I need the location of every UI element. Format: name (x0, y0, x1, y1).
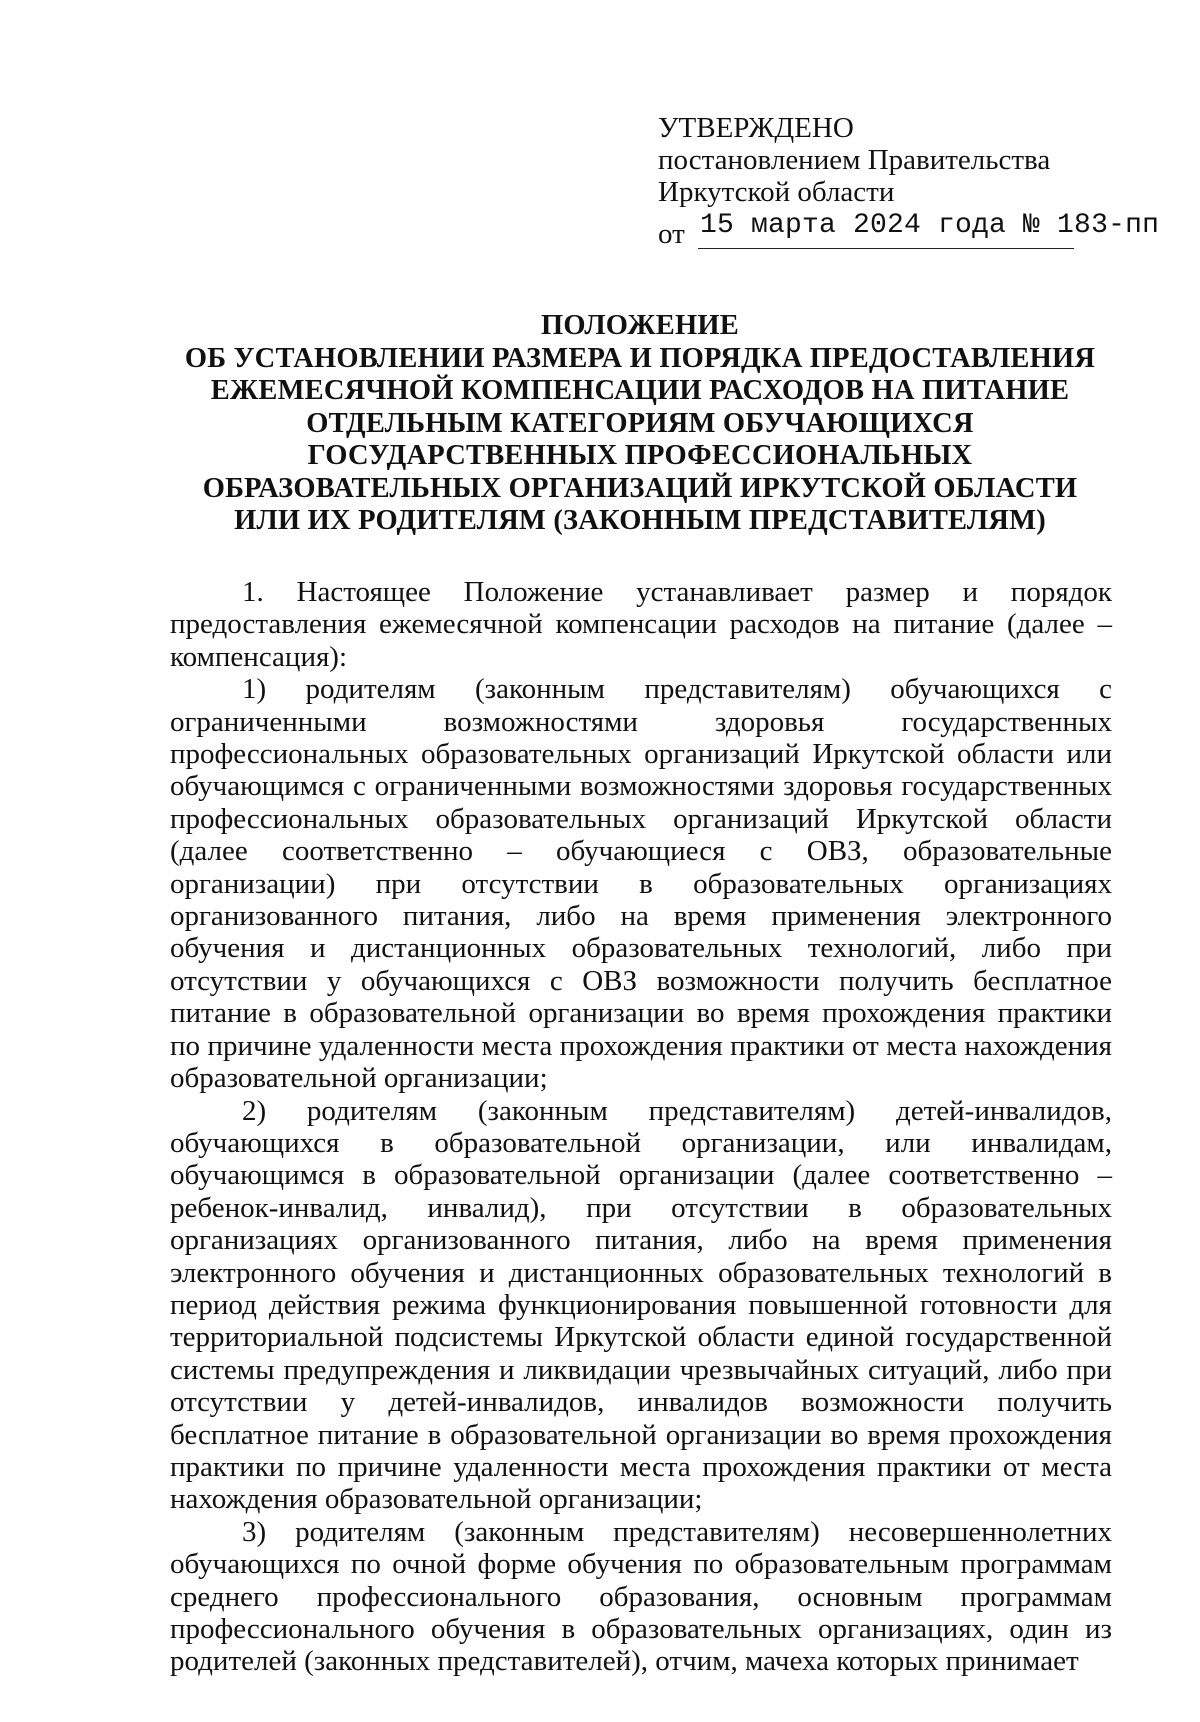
title-line: ИЛИ ИХ РОДИТЕЛЯМ (ЗАКОННЫМ ПРЕДСТАВИТЕЛЯМ) (234, 505, 1046, 536)
title-line: ГОСУДАРСТВЕННЫХ ПРОФЕССИОНАЛЬНЫХ (307, 440, 973, 471)
paragraph-item-3: 3) родителям (законным представителям) несовершеннолетних обучающихся по очной форме обучения по образовательным программам среднего профессионального образования, основным программам профессионального обучения в образовательных организациях, один из родителей (законных представителей), отчим, мачеха которых принимает (170, 1515, 1112, 1678)
approval-date-prefix: от (658, 218, 685, 250)
title-line: ПОЛОЖЕНИЕ (541, 310, 739, 341)
approval-heading: УТВЕРЖДЕНО (658, 112, 854, 144)
approval-authority: постановлением Правительства (658, 144, 1051, 176)
approval-date-line (658, 210, 1160, 250)
paragraph-item-2: 2) родителям (законным представителям) детей-инвалидов, обучающихся в образовательной организации, или инвалидам, обучающимся в образовательной организации (далее соответственно – ребенок-инвалид, инвалид), при отсутствии в образовательных организациях организованного питания, либо на время применения электронного обучения и дистанционных образовательных технологий в период действия режима функционирования повышенной готовности для территориальной подсистемы Иркутской области единой государственной системы предупреждения и ликвидации чрезвычайных ситуаций, либо при отсутствии у детей-инвалидов, инвалидов возможности получить бесплатное питание в образовательной организации во время прохождения практики по причине удаленности места прохождения практики от места нахождения образовательной организации; (170, 1094, 1112, 1516)
title-line: ОБРАЗОВАТЕЛЬНЫХ ОРГАНИЗАЦИЙ ИРКУТСКОЙ ОБЛАСТИ (202, 472, 1078, 504)
approval-region: Иркутской области (658, 176, 895, 208)
approval-date-stamp: 15 марта 2024 года № 183-пп (700, 210, 1160, 241)
document-title (160, 310, 1120, 538)
paragraph-item-1: 1) родителям (законным представителям) обучающихся с ограниченными возможностями здоровья государственных профессиональных образовательных организаций Иркутской области или обучающимся с ограниченными возможностями здоровья государственных профессиональных образовательных организаций Иркутской области (далее соответственно – обучающиеся с ОВЗ, образовательные организации) при отсутствии в образовательных организациях организованного питания, либо на время применения электронного обучения и дистанционных образовательных технологий, либо при отсутствии у обучающихся с ОВЗ возможности получить бесплатное питание в образовательной организации во время прохождения практики по причине удаленности места прохождения практики от места нахождения образовательной организации; (170, 673, 1112, 1095)
title-line: ОТДЕЛЬНЫМ КАТЕГОРИЯМ ОБУЧАЮЩИХСЯ (306, 407, 974, 439)
document-body (170, 576, 1112, 1678)
title-line: ОБ УСТАНОВЛЕНИИ РАЗМЕРА И ПОРЯДКА ПРЕДОСТАВЛЕНИЯ (184, 342, 1096, 374)
title-line: ЕЖЕМЕСЯЧНОЙ КОМПЕНСАЦИИ РАСХОДОВ НА ПИТАНИЕ (210, 375, 1070, 406)
paragraph-1: 1. Настоящее Положение устанавливает размер и порядок предоставления ежемесячной компенсации расходов на питание (далее – компенсация): (170, 576, 1112, 673)
approval-date-underline (698, 248, 1074, 249)
approval-block (658, 112, 1160, 250)
